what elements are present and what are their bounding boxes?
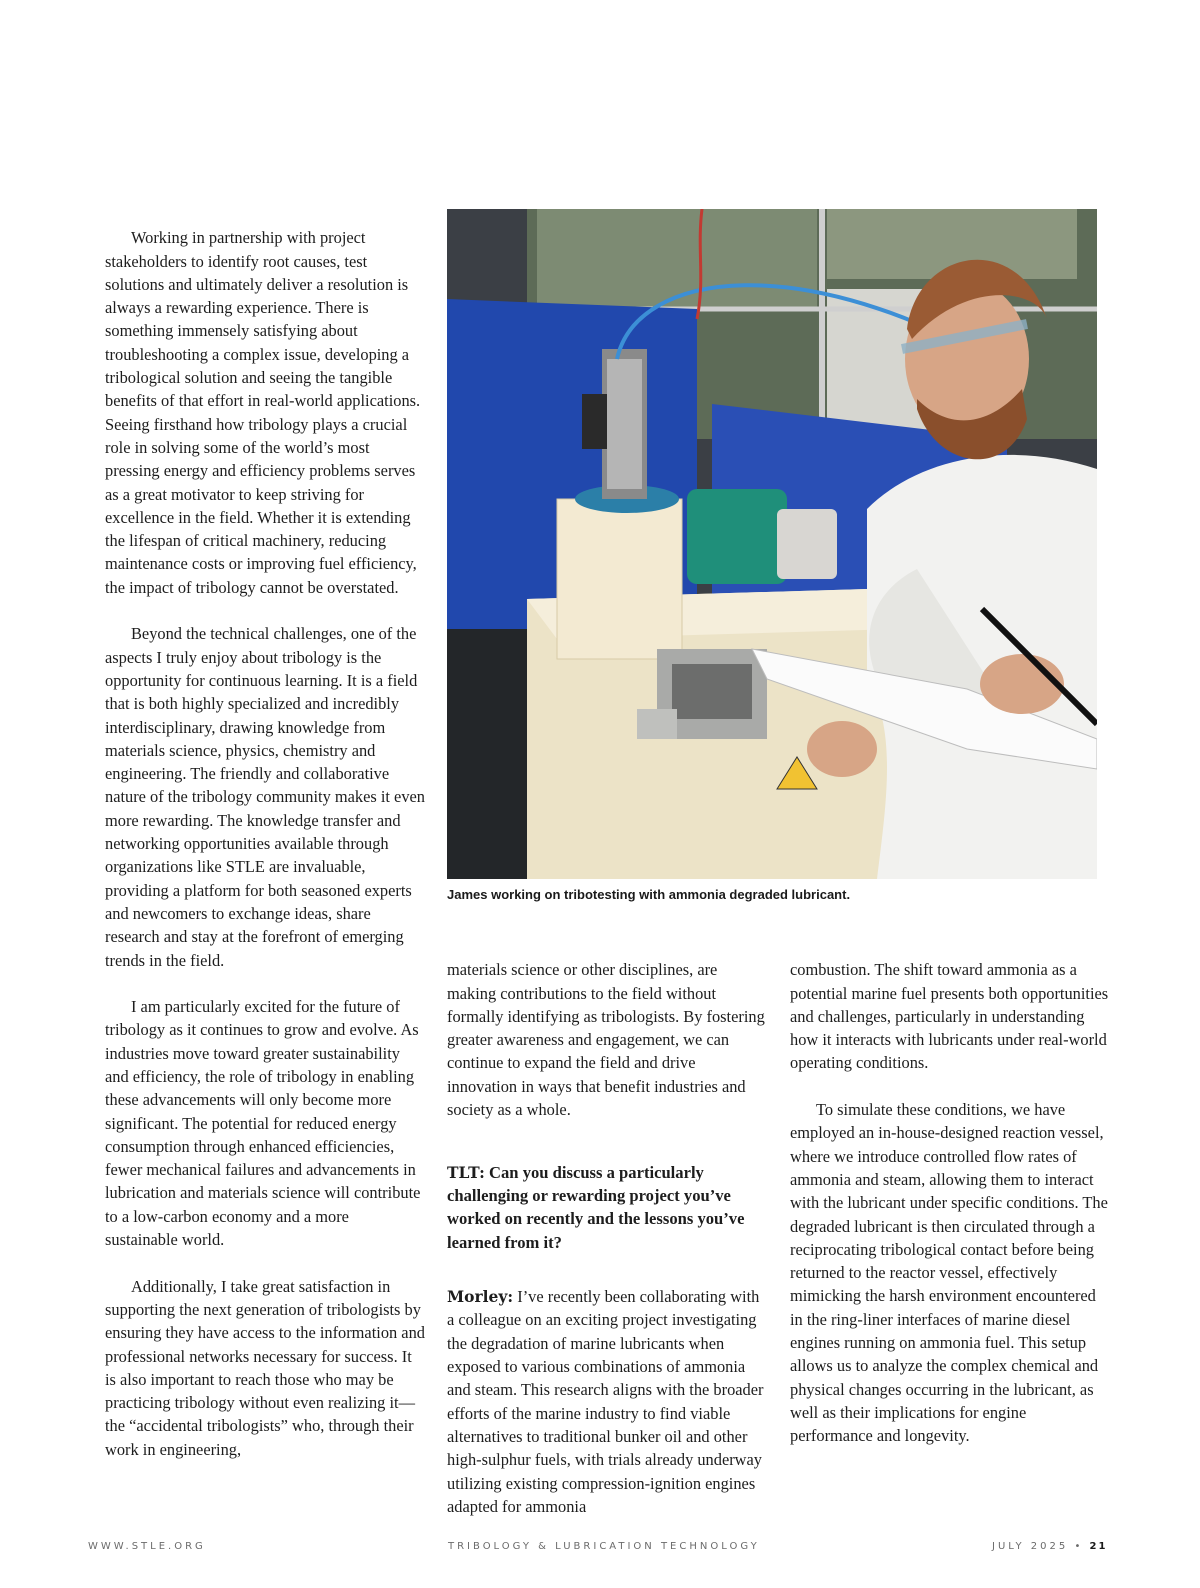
photo-caption: James working on tribotesting with ammonia degraded lubricant.	[447, 887, 851, 902]
paragraph: materials science or other disciplines, are making contributions to the field without formally identifying as tribologists. By fostering greater awareness and engagement, we can continue to expand the field and drive innovation in ways that benefit industries and society as a whole.	[447, 960, 765, 1120]
page-number: 21	[1089, 1541, 1108, 1552]
question-label: TLT:	[447, 1162, 485, 1182]
footer-date: JULY 2025	[992, 1541, 1069, 1552]
paragraph: combustion. The shift toward ammonia as a potential marine fuel presents both opportunities and challenges, particularly in understanding how it interacts with lubricants under real-world operating conditions.	[790, 960, 1109, 1073]
footer-publication: TRIBOLOGY & LUBRICATION TECHNOLOGY	[448, 1541, 760, 1552]
interview-answer	[447, 1285, 767, 1518]
paragraph: To simulate these conditions, we have employed an in-house-designed reaction vessel, where we introduce controlled flow rates of ammonia and steam, allowing them to interact with the lubricant under specific conditions. The degraded lubricant is then circulated through a reciprocating tribological contact before being returned to the reactor vessel, effectively mimicking the harsh environment encountered in the ring-liner interfaces of marine diesel engines running on ammonia fuel. This setup allows us to analyze the complex chemical and physical changes occurring in the lubricant, as well as their implications for engine performance and longevity.	[790, 1100, 1108, 1446]
paragraph: Beyond the technical challenges, one of the aspects I truly enjoy about tribology is the opportunity for continuous learning. It is a field that is both highly specialized and incredibly interdisciplinary, drawing knowledge from materials science, physics, chemistry and engineering. The friendly and collaborative nature of the tribology community makes it even more rewarding. The knowledge transfer and networking opportunities available through organizations like STLE are invaluable, providing a platform for both seasoned experts and newcomers to exchange ideas, share research and stay at the forefront of emerging trends in the field.	[105, 624, 425, 970]
article-column-right	[790, 935, 1110, 1471]
paragraph: I am particularly excited for the future of tribology as it continues to grow and evolve. As industries move toward greater sustainability and efficiency, the role of tribology in enabling these advancements will only become more significant. The potential for reduced energy consumption through enhanced efficiencies, fewer mechanical failures and advancements in lubrication and materials science will contribute to a low-carbon economy and a more sustainable world.	[105, 997, 421, 1250]
question-text: Can you discuss a particularly challenging or rewarding project you’ve worked on recently and the lessons you’ve learned from it?	[447, 1162, 745, 1252]
paragraph: Working in partnership with project stakeholders to identify root causes, test solutions and ultimately deliver a resolution is always a rewarding experience. There is something immensely satisfying about troubleshooting a complex issue, developing a tribological solution and seeing the tangible benefits of that effort in real-world applications. Seeing firsthand how tribology plays a crucial role in solving some of the world’s most pressing energy and efficiency problems serves as a great motivator to keep striving for excellence in the field. Whether it is extending the lifespan of critical machinery, reducing maintenance costs or improving fuel efficiency, the impact of tribology cannot be overstated.	[105, 228, 421, 597]
article-column-left	[105, 203, 425, 1484]
footer-issue	[992, 1541, 1107, 1552]
footer-separator: •	[1074, 1541, 1084, 1552]
answer-text: I’ve recently been collaborating with a colleague on an exciting project investigating the degradation of marine lubricants when exposed to various combinations of ammonia and steam. This research aligns with the broader efforts of the marine industry to find viable alternatives to traditional bunker oil and other high-sulphur fuels, with trials already underway utilizing existing compression-ignition engines adapted for ammonia	[447, 1287, 764, 1516]
lab-photo-illustration	[447, 209, 1097, 879]
interview-question	[447, 1161, 767, 1254]
article-column-middle	[447, 935, 767, 1541]
answer-label: Morley:	[447, 1287, 514, 1307]
footer-website: WWW.STLE.ORG	[88, 1541, 206, 1552]
article-photo	[447, 209, 1097, 879]
paragraph: Additionally, I take great satisfaction in supporting the next generation of tribologists by ensuring they have access to the information and professional networks necessary for success. It is also important to reach those who may be practicing tribology without even realizing it—the “accidental tribologists” who, through their work in engineering,	[105, 1276, 425, 1459]
